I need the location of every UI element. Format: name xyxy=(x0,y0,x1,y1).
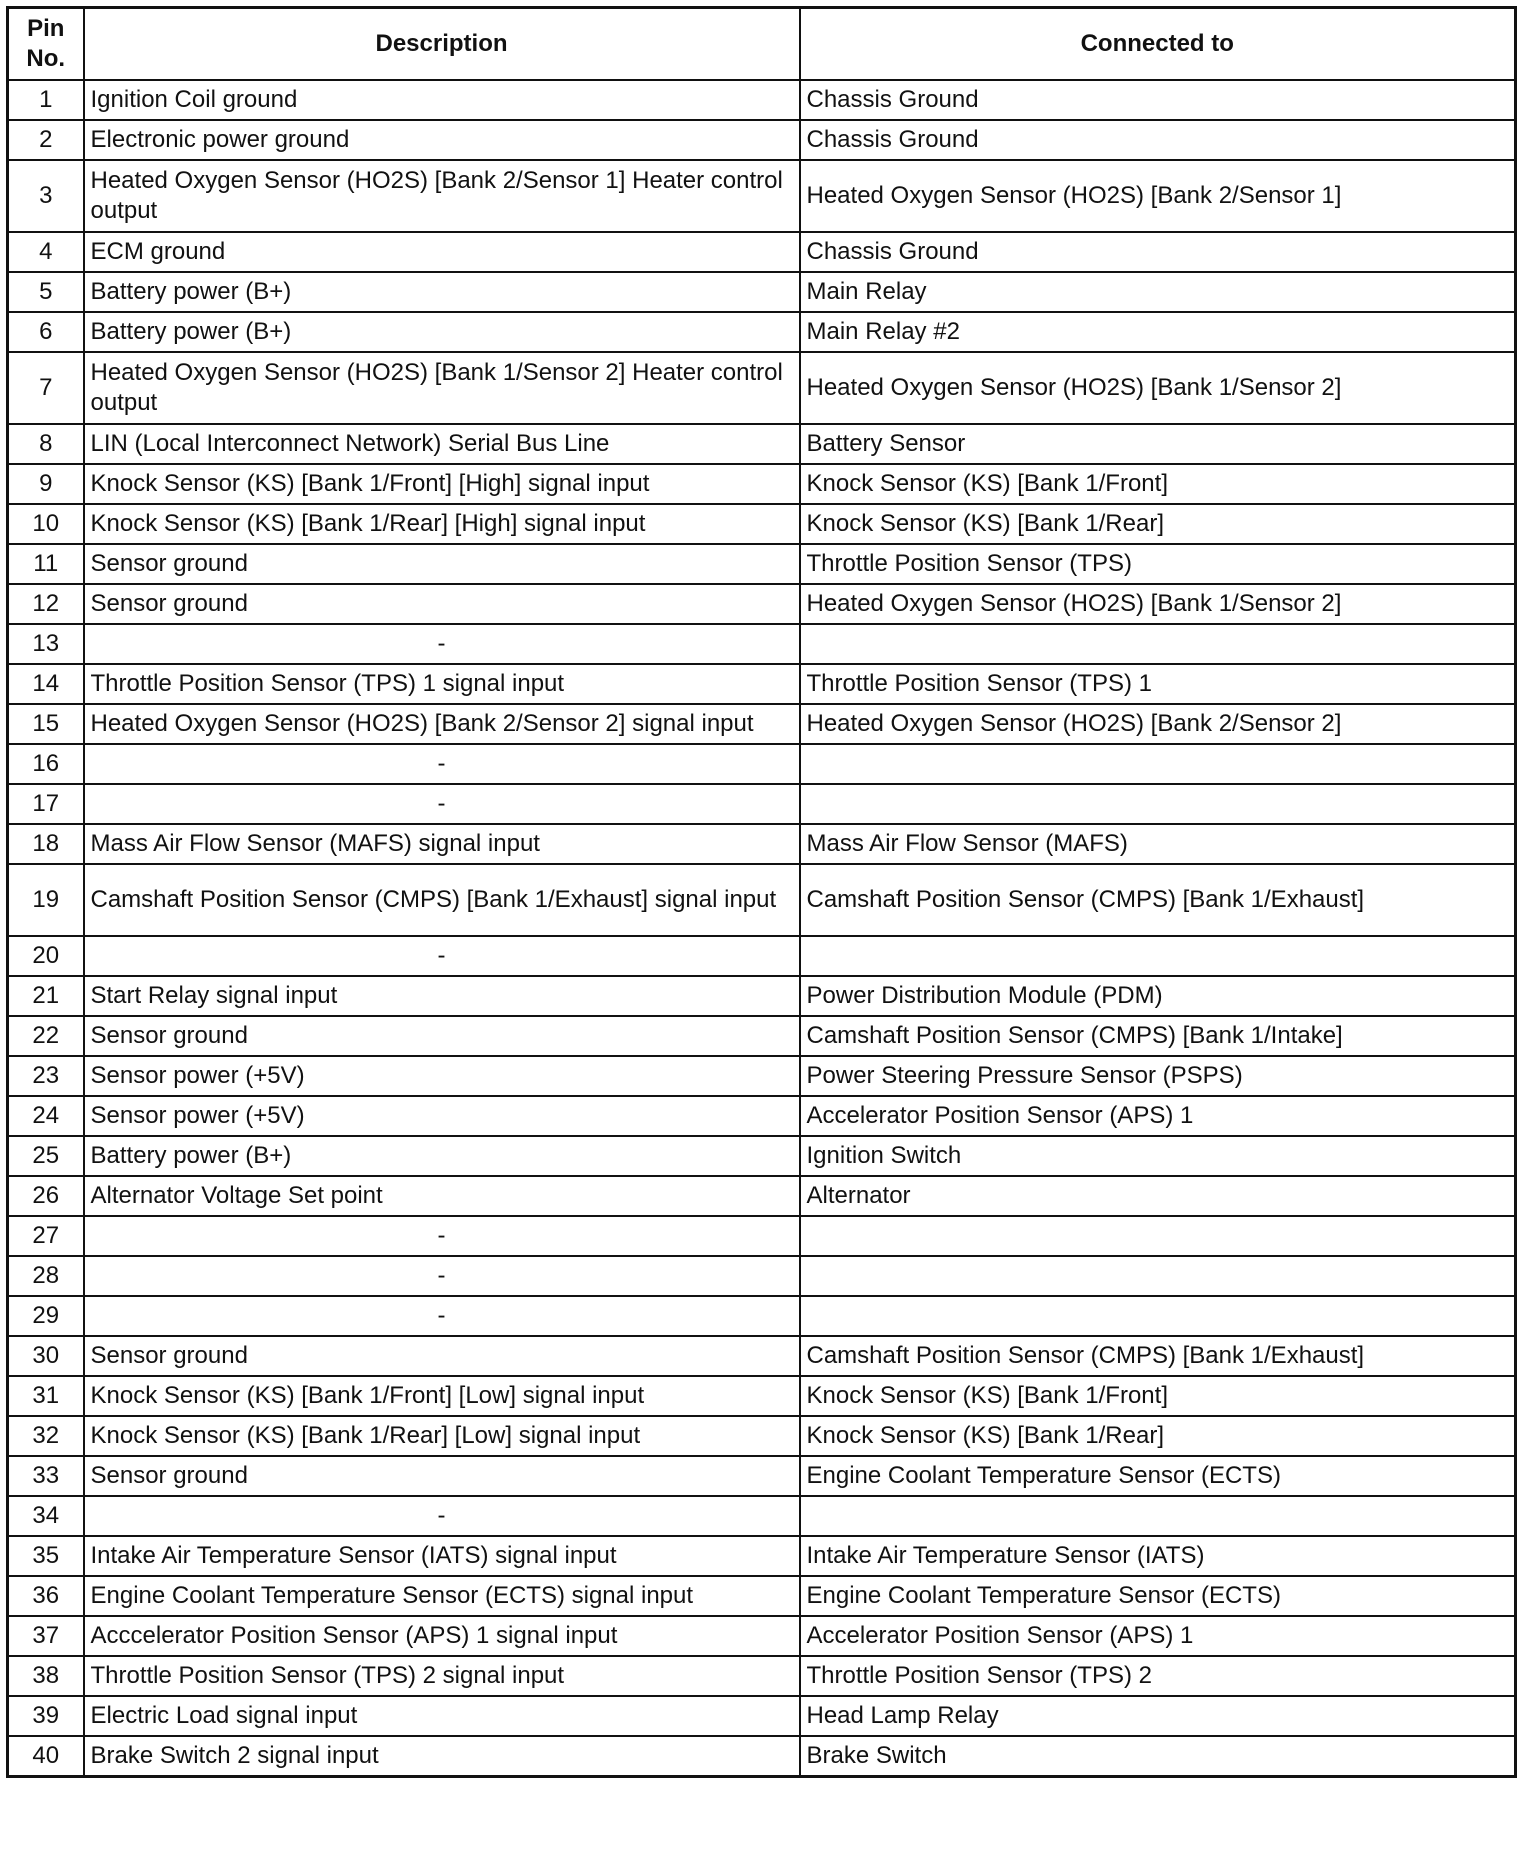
connected-to-cell: Main Relay #2 xyxy=(800,312,1516,352)
connected-to-cell: Camshaft Position Sensor (CMPS) [Bank 1/Intake] xyxy=(800,1016,1516,1056)
pin-number-cell: 36 xyxy=(8,1576,84,1616)
table-row xyxy=(8,232,1516,272)
connected-to-cell: Accelerator Position Sensor (APS) 1 xyxy=(800,1616,1516,1656)
table-row xyxy=(8,664,1516,704)
connected-to-cell: Engine Coolant Temperature Sensor (ECTS) xyxy=(800,1456,1516,1496)
pin-number-cell: 7 xyxy=(8,352,84,424)
description-cell: Sensor ground xyxy=(84,544,800,584)
pin-number-cell: 28 xyxy=(8,1256,84,1296)
pin-number-cell: 5 xyxy=(8,272,84,312)
pin-number-cell: 22 xyxy=(8,1016,84,1056)
pin-number-cell: 17 xyxy=(8,784,84,824)
description-cell: - xyxy=(84,1296,800,1336)
description-cell: Sensor ground xyxy=(84,1016,800,1056)
pin-number-cell: 10 xyxy=(8,504,84,544)
table-row xyxy=(8,744,1516,784)
connected-to-cell xyxy=(800,744,1516,784)
pin-number-cell: 4 xyxy=(8,232,84,272)
pin-number-cell: 13 xyxy=(8,624,84,664)
table-row xyxy=(8,1056,1516,1096)
pin-number-cell: 31 xyxy=(8,1376,84,1416)
description-cell: Brake Switch 2 signal input xyxy=(84,1736,800,1776)
table-row xyxy=(8,1096,1516,1136)
connected-to-cell xyxy=(800,1216,1516,1256)
connected-to-cell: Alternator xyxy=(800,1176,1516,1216)
pin-number-cell: 29 xyxy=(8,1296,84,1336)
pin-number-cell: 40 xyxy=(8,1736,84,1776)
pin-number-cell: 34 xyxy=(8,1496,84,1536)
description-cell: - xyxy=(84,784,800,824)
table-row xyxy=(8,272,1516,312)
connected-to-cell: Knock Sensor (KS) [Bank 1/Front] xyxy=(800,464,1516,504)
connected-to-cell: Throttle Position Sensor (TPS) xyxy=(800,544,1516,584)
description-cell: Electric Load signal input xyxy=(84,1696,800,1736)
table-body xyxy=(8,80,1516,1776)
description-cell: Sensor ground xyxy=(84,1336,800,1376)
connected-to-cell: Heated Oxygen Sensor (HO2S) [Bank 2/Sensor 2] xyxy=(800,704,1516,744)
description-cell: Heated Oxygen Sensor (HO2S) [Bank 2/Sensor 1] Heater control output xyxy=(84,160,800,232)
pin-number-cell: 15 xyxy=(8,704,84,744)
pin-number-cell: 25 xyxy=(8,1136,84,1176)
connected-to-cell: Camshaft Position Sensor (CMPS) [Bank 1/Exhaust] xyxy=(800,864,1516,936)
description-cell: - xyxy=(84,936,800,976)
connected-to-cell: Accelerator Position Sensor (APS) 1 xyxy=(800,1096,1516,1136)
pin-number-cell: 8 xyxy=(8,424,84,464)
pin-number-cell: 38 xyxy=(8,1656,84,1696)
table-row xyxy=(8,1656,1516,1696)
description-cell: Acccelerator Position Sensor (APS) 1 signal input xyxy=(84,1616,800,1656)
connected-to-cell: Knock Sensor (KS) [Bank 1/Rear] xyxy=(800,504,1516,544)
pin-number-cell: 12 xyxy=(8,584,84,624)
connected-to-cell: Power Distribution Module (PDM) xyxy=(800,976,1516,1016)
table-row xyxy=(8,504,1516,544)
connected-to-cell: Ignition Switch xyxy=(800,1136,1516,1176)
table-row xyxy=(8,80,1516,120)
description-cell: LIN (Local Interconnect Network) Serial Bus Line xyxy=(84,424,800,464)
pin-number-cell: 3 xyxy=(8,160,84,232)
connected-to-cell: Chassis Ground xyxy=(800,120,1516,160)
header-row xyxy=(8,8,1516,81)
pin-number-cell: 37 xyxy=(8,1616,84,1656)
connected-to-cell: Knock Sensor (KS) [Bank 1/Rear] xyxy=(800,1416,1516,1456)
table-row xyxy=(8,544,1516,584)
pin-no-header xyxy=(8,8,84,81)
description-cell: Mass Air Flow Sensor (MAFS) signal input xyxy=(84,824,800,864)
connected-to-cell xyxy=(800,1296,1516,1336)
table-row xyxy=(8,824,1516,864)
pin-table xyxy=(6,6,1517,1778)
table-row xyxy=(8,1296,1516,1336)
description-cell: ECM ground xyxy=(84,232,800,272)
table-row xyxy=(8,1576,1516,1616)
pin-number-cell: 33 xyxy=(8,1456,84,1496)
description-cell: Engine Coolant Temperature Sensor (ECTS) signal input xyxy=(84,1576,800,1616)
connected-to-cell: Throttle Position Sensor (TPS) 1 xyxy=(800,664,1516,704)
description-cell: Throttle Position Sensor (TPS) 1 signal input xyxy=(84,664,800,704)
description-cell: Alternator Voltage Set point xyxy=(84,1176,800,1216)
description-cell: Battery power (B+) xyxy=(84,272,800,312)
pin-number-cell: 35 xyxy=(8,1536,84,1576)
table-row xyxy=(8,1216,1516,1256)
table-row xyxy=(8,584,1516,624)
connected-to-cell: Intake Air Temperature Sensor (IATS) xyxy=(800,1536,1516,1576)
connected-to-cell: Camshaft Position Sensor (CMPS) [Bank 1/Exhaust] xyxy=(800,1336,1516,1376)
connected-to-cell: Heated Oxygen Sensor (HO2S) [Bank 1/Sensor 2] xyxy=(800,584,1516,624)
table-row xyxy=(8,704,1516,744)
pin-number-cell: 19 xyxy=(8,864,84,936)
description-cell: Sensor power (+5V) xyxy=(84,1056,800,1096)
connected-to-cell xyxy=(800,1256,1516,1296)
pin-number-cell: 16 xyxy=(8,744,84,784)
description-cell: Battery power (B+) xyxy=(84,312,800,352)
description-cell: Knock Sensor (KS) [Bank 1/Front] [Low] signal input xyxy=(84,1376,800,1416)
connected-to-cell xyxy=(800,936,1516,976)
connected-to-cell: Heated Oxygen Sensor (HO2S) [Bank 1/Sensor 2] xyxy=(800,352,1516,424)
connected-to-cell xyxy=(800,784,1516,824)
description-cell: Sensor power (+5V) xyxy=(84,1096,800,1136)
connected-to-cell: Mass Air Flow Sensor (MAFS) xyxy=(800,824,1516,864)
pin-number-cell: 32 xyxy=(8,1416,84,1456)
pin-number-cell: 6 xyxy=(8,312,84,352)
table-row xyxy=(8,1016,1516,1056)
table-row xyxy=(8,1136,1516,1176)
description-cell: Ignition Coil ground xyxy=(84,80,800,120)
description-cell: - xyxy=(84,1496,800,1536)
description-cell: - xyxy=(84,1256,800,1296)
pin-number-cell: 26 xyxy=(8,1176,84,1216)
connected-to-cell: Engine Coolant Temperature Sensor (ECTS) xyxy=(800,1576,1516,1616)
table-row xyxy=(8,1176,1516,1216)
pin-number-cell: 11 xyxy=(8,544,84,584)
description-cell: - xyxy=(84,1216,800,1256)
table-row xyxy=(8,120,1516,160)
pin-number-cell: 24 xyxy=(8,1096,84,1136)
description-cell: Start Relay signal input xyxy=(84,976,800,1016)
table-row xyxy=(8,464,1516,504)
table-row xyxy=(8,1456,1516,1496)
pin-number-cell: 1 xyxy=(8,80,84,120)
pin-number-cell: 27 xyxy=(8,1216,84,1256)
table-row xyxy=(8,1696,1516,1736)
description-cell: Heated Oxygen Sensor (HO2S) [Bank 1/Sensor 2] Heater control output xyxy=(84,352,800,424)
connected-to-cell: Head Lamp Relay xyxy=(800,1696,1516,1736)
description-cell: Intake Air Temperature Sensor (IATS) signal input xyxy=(84,1536,800,1576)
description-cell: Knock Sensor (KS) [Bank 1/Rear] [Low] signal input xyxy=(84,1416,800,1456)
pin-header-line2: No. xyxy=(26,45,66,72)
pin-number-cell: 39 xyxy=(8,1696,84,1736)
pin-number-cell: 18 xyxy=(8,824,84,864)
table-row xyxy=(8,784,1516,824)
table-row xyxy=(8,1336,1516,1376)
table-row xyxy=(8,1736,1516,1776)
pin-number-cell: 20 xyxy=(8,936,84,976)
connected-to-cell: Battery Sensor xyxy=(800,424,1516,464)
pin-number-cell: 9 xyxy=(8,464,84,504)
description-cell: Sensor ground xyxy=(84,584,800,624)
connected-to-header: Connected to xyxy=(800,8,1516,81)
connected-to-cell: Power Steering Pressure Sensor (PSPS) xyxy=(800,1056,1516,1096)
table-row xyxy=(8,864,1516,936)
table-row xyxy=(8,312,1516,352)
pin-number-cell: 2 xyxy=(8,120,84,160)
table-row xyxy=(8,976,1516,1016)
table-row xyxy=(8,936,1516,976)
table-row xyxy=(8,352,1516,424)
connected-to-cell: Heated Oxygen Sensor (HO2S) [Bank 2/Sensor 1] xyxy=(800,160,1516,232)
table-row xyxy=(8,1256,1516,1296)
table-row xyxy=(8,1496,1516,1536)
connected-to-cell: Throttle Position Sensor (TPS) 2 xyxy=(800,1656,1516,1696)
connected-to-cell: Chassis Ground xyxy=(800,80,1516,120)
description-cell: Sensor ground xyxy=(84,1456,800,1496)
pin-header-line1: Pin xyxy=(27,15,65,42)
pin-number-cell: 21 xyxy=(8,976,84,1016)
table-row xyxy=(8,1416,1516,1456)
description-cell: Heated Oxygen Sensor (HO2S) [Bank 2/Sensor 2] signal input xyxy=(84,704,800,744)
description-cell: - xyxy=(84,744,800,784)
connected-to-cell: Brake Switch xyxy=(800,1736,1516,1776)
connected-to-cell: Chassis Ground xyxy=(800,232,1516,272)
connected-to-cell: Main Relay xyxy=(800,272,1516,312)
description-cell: Electronic power ground xyxy=(84,120,800,160)
description-cell: Knock Sensor (KS) [Bank 1/Front] [High] signal input xyxy=(84,464,800,504)
pin-number-cell: 30 xyxy=(8,1336,84,1376)
connected-to-cell: Knock Sensor (KS) [Bank 1/Front] xyxy=(800,1376,1516,1416)
description-cell: Battery power (B+) xyxy=(84,1136,800,1176)
table-row xyxy=(8,1536,1516,1576)
description-header: Description xyxy=(84,8,800,81)
connected-to-cell xyxy=(800,1496,1516,1536)
description-cell: Camshaft Position Sensor (CMPS) [Bank 1/Exhaust] signal input xyxy=(84,864,800,936)
pin-number-cell: 14 xyxy=(8,664,84,704)
table-row xyxy=(8,1616,1516,1656)
table-row xyxy=(8,624,1516,664)
description-cell: - xyxy=(84,624,800,664)
description-cell: Knock Sensor (KS) [Bank 1/Rear] [High] signal input xyxy=(84,504,800,544)
table-row xyxy=(8,424,1516,464)
table-row xyxy=(8,1376,1516,1416)
description-cell: Throttle Position Sensor (TPS) 2 signal input xyxy=(84,1656,800,1696)
pin-number-cell: 23 xyxy=(8,1056,84,1096)
connected-to-cell xyxy=(800,624,1516,664)
table-row xyxy=(8,160,1516,232)
